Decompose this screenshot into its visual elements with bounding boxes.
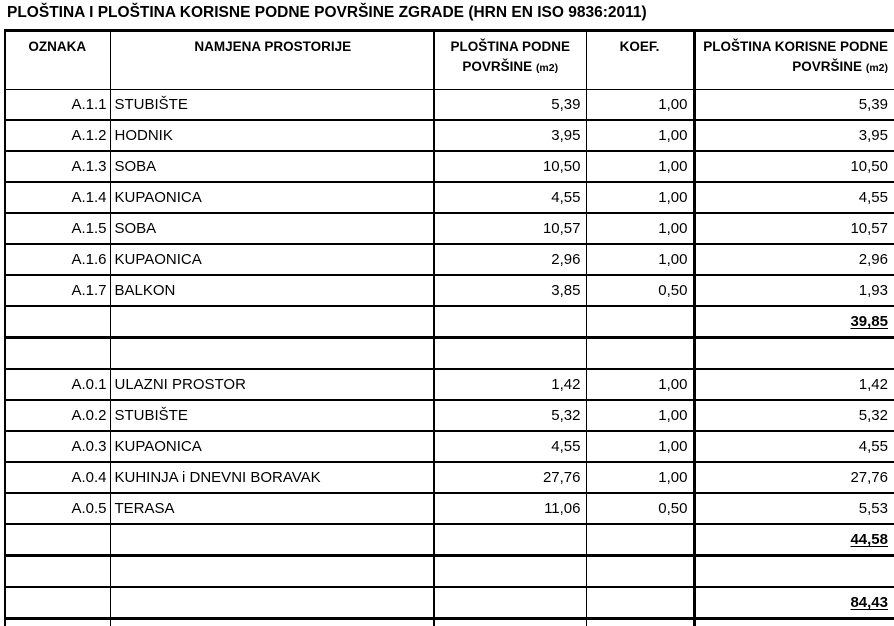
cell-koef-value: 1,00 bbox=[658, 127, 688, 144]
cell-oznaka bbox=[5, 275, 110, 306]
cell-oznaka-value: A.1.7 bbox=[71, 282, 107, 299]
cell-plostina-podne-value: 10,57 bbox=[542, 220, 581, 237]
cell-koef bbox=[586, 556, 694, 588]
cell-plostina-podne bbox=[434, 369, 586, 400]
cell-namjena bbox=[110, 619, 434, 626]
cell-plostina-podne bbox=[434, 556, 586, 588]
cell-plostina-podne bbox=[434, 182, 586, 213]
col-header-koef bbox=[586, 31, 694, 90]
table-row bbox=[5, 462, 894, 493]
cell-oznaka bbox=[5, 369, 110, 400]
areas-table-wrapper bbox=[4, 29, 894, 626]
cell-koef bbox=[586, 182, 694, 213]
cell-plostina-korisne-value: 27,76 bbox=[850, 469, 888, 486]
table-row bbox=[5, 369, 894, 400]
cell-plostina-podne bbox=[434, 493, 586, 524]
cell-oznaka bbox=[5, 556, 110, 588]
cell-koef-value: 1,00 bbox=[658, 220, 688, 237]
cell-namjena bbox=[110, 400, 434, 431]
cell-namjena-value: SOBA bbox=[114, 220, 157, 237]
cell-namjena bbox=[110, 587, 434, 619]
cell-plostina-podne bbox=[434, 619, 586, 626]
cell-namjena-value: KUPAONICA bbox=[114, 438, 202, 455]
cell-oznaka-value: A.0.1 bbox=[71, 376, 107, 393]
cell-koef-value: 0,50 bbox=[658, 282, 688, 299]
cell-oznaka bbox=[5, 244, 110, 275]
table-row bbox=[5, 493, 894, 524]
cell-plostina-podne bbox=[434, 213, 586, 244]
cell-oznaka bbox=[5, 306, 110, 338]
cell-plostina-korisne bbox=[694, 213, 894, 244]
cell-oznaka-value: A.1.2 bbox=[71, 127, 107, 144]
cell-plostina-podne bbox=[434, 338, 586, 370]
cell-oznaka-value: A.0.3 bbox=[71, 438, 107, 455]
cell-namjena bbox=[110, 369, 434, 400]
cell-koef-value: 1,00 bbox=[658, 189, 688, 206]
subtotal-value: 39,85 bbox=[850, 313, 888, 330]
table-row bbox=[5, 151, 894, 182]
cell-namjena-value: BALKON bbox=[114, 282, 176, 299]
table-row bbox=[5, 244, 894, 275]
subtotal-row bbox=[5, 524, 894, 556]
cell-koef bbox=[586, 431, 694, 462]
cell-namjena-value: STUBIŠTE bbox=[114, 407, 188, 424]
cell-plostina-korisne bbox=[694, 151, 894, 182]
cell-oznaka bbox=[5, 493, 110, 524]
cell-namjena bbox=[110, 493, 434, 524]
cell-plostina-podne bbox=[434, 120, 586, 151]
cell-plostina-korisne-value: 1,42 bbox=[858, 376, 888, 393]
cell-namjena-value: KUHINJA i DNEVNI BORAVAK bbox=[114, 469, 321, 486]
cell-oznaka bbox=[5, 213, 110, 244]
cell-plostina-korisne-value: 1,93 bbox=[858, 282, 888, 299]
cell-plostina-podne bbox=[434, 462, 586, 493]
cell-plostina-korisne bbox=[694, 587, 894, 619]
cell-plostina-korisne bbox=[694, 244, 894, 275]
cell-plostina-podne-value: 4,55 bbox=[551, 189, 581, 206]
table-row bbox=[5, 90, 894, 121]
cell-koef bbox=[586, 524, 694, 556]
cell-plostina-podne-value: 3,95 bbox=[551, 127, 581, 144]
cell-plostina-podne bbox=[434, 244, 586, 275]
cell-oznaka-value: A.0.2 bbox=[71, 407, 107, 424]
table-body bbox=[5, 90, 894, 626]
cell-namjena bbox=[110, 213, 434, 244]
cell-namjena-value: TERASA bbox=[114, 500, 175, 517]
table-row bbox=[5, 400, 894, 431]
col-header-plostina-korisne-line2: POVRŠINE bbox=[792, 58, 863, 74]
col-header-plostina-podne-line1: PLOŠTINA PODNE bbox=[450, 39, 570, 54]
cell-plostina-korisne bbox=[694, 493, 894, 524]
cell-namjena bbox=[110, 151, 434, 182]
cell-koef-value: 1,00 bbox=[658, 469, 688, 486]
cell-koef-value: 1,00 bbox=[658, 407, 688, 424]
cell-namjena bbox=[110, 306, 434, 338]
cell-plostina-podne-value: 5,39 bbox=[551, 96, 581, 113]
cell-oznaka-value: A.1.3 bbox=[71, 158, 107, 175]
cell-plostina-podne-value: 3,85 bbox=[551, 282, 581, 299]
cell-koef bbox=[586, 369, 694, 400]
col-header-plostina-korisne bbox=[694, 31, 894, 90]
table-row bbox=[5, 213, 894, 244]
cell-plostina-korisne bbox=[694, 90, 894, 121]
cell-koef bbox=[586, 338, 694, 370]
cell-plostina-podne-value: 1,42 bbox=[551, 376, 581, 393]
cell-koef bbox=[586, 587, 694, 619]
cell-koef-value: 1,00 bbox=[658, 376, 688, 393]
cell-plostina-korisne bbox=[694, 462, 894, 493]
cell-plostina-podne bbox=[434, 587, 586, 619]
col-header-plostina-korisne-line1: PLOŠTINA KORISNE PODNE bbox=[703, 39, 888, 54]
col-header-namjena bbox=[110, 31, 434, 90]
cell-oznaka bbox=[5, 400, 110, 431]
cell-plostina-korisne bbox=[694, 619, 894, 626]
cell-namjena bbox=[110, 431, 434, 462]
cell-plostina-korisne bbox=[694, 120, 894, 151]
cell-namjena bbox=[110, 120, 434, 151]
cell-plostina-korisne bbox=[694, 338, 894, 370]
col-header-plostina-korisne-unit: (m2) bbox=[865, 61, 888, 74]
cell-plostina-podne-value: 2,96 bbox=[551, 251, 581, 268]
page-title: PLOŠTINA I PLOŠTINA KORISNE PODNE POVRŠINE ZGRADE (HRN EN ISO 9836:2011) bbox=[7, 4, 647, 21]
cell-namjena bbox=[110, 90, 434, 121]
areas-table bbox=[4, 29, 894, 626]
cell-plostina-korisne-value: 5,53 bbox=[858, 500, 888, 517]
cell-koef bbox=[586, 462, 694, 493]
cell-namjena bbox=[110, 182, 434, 213]
cell-oznaka bbox=[5, 90, 110, 121]
cell-koef bbox=[586, 306, 694, 338]
cell-koef-value: 0,50 bbox=[658, 500, 688, 517]
cell-plostina-korisne bbox=[694, 306, 894, 338]
cell-plostina-korisne bbox=[694, 431, 894, 462]
cell-plostina-korisne-value: 5,32 bbox=[858, 407, 888, 424]
cell-oznaka bbox=[5, 431, 110, 462]
cell-oznaka bbox=[5, 524, 110, 556]
cell-plostina-korisne-value: 3,95 bbox=[858, 127, 888, 144]
cell-plostina-korisne-value: 4,55 bbox=[858, 189, 888, 206]
table-row bbox=[5, 431, 894, 462]
table-row bbox=[5, 275, 894, 306]
cell-oznaka bbox=[5, 587, 110, 619]
partial-row bbox=[5, 619, 894, 626]
cell-koef bbox=[586, 151, 694, 182]
cell-plostina-podne bbox=[434, 275, 586, 306]
cell-koef bbox=[586, 90, 694, 121]
cell-namjena-value: ULAZNI PROSTOR bbox=[114, 376, 246, 393]
cell-namjena bbox=[110, 244, 434, 275]
header-row bbox=[5, 31, 894, 90]
empty-row bbox=[5, 338, 894, 370]
col-header-namjena-label: NAMJENA PROSTORIJE bbox=[194, 39, 352, 54]
cell-namjena-value: KUPAONICA bbox=[114, 189, 202, 206]
col-header-oznaka bbox=[5, 31, 110, 90]
col-header-plostina-podne bbox=[434, 31, 586, 90]
cell-oznaka bbox=[5, 338, 110, 370]
table-row bbox=[5, 182, 894, 213]
cell-oznaka bbox=[5, 462, 110, 493]
cell-namjena bbox=[110, 338, 434, 370]
cell-oznaka-value: A.1.6 bbox=[71, 251, 107, 268]
cell-plostina-korisne-value: 5,39 bbox=[858, 96, 888, 113]
cell-plostina-podne bbox=[434, 400, 586, 431]
cell-oznaka-value: A.1.5 bbox=[71, 220, 107, 237]
col-header-plostina-podne-line2: POVRŠINE bbox=[462, 58, 533, 74]
cell-oznaka bbox=[5, 120, 110, 151]
cell-namjena-value: SOBA bbox=[114, 158, 157, 175]
cell-plostina-korisne-value: 10,50 bbox=[850, 158, 888, 175]
table-row bbox=[5, 120, 894, 151]
cell-koef bbox=[586, 213, 694, 244]
cell-plostina-podne-value: 27,76 bbox=[542, 469, 581, 486]
cell-plostina-korisne bbox=[694, 524, 894, 556]
col-header-koef-label: KOEF. bbox=[619, 39, 660, 54]
cell-koef bbox=[586, 400, 694, 431]
cell-koef bbox=[586, 275, 694, 306]
cell-plostina-podne bbox=[434, 151, 586, 182]
cell-plostina-podne bbox=[434, 431, 586, 462]
subtotal-row bbox=[5, 587, 894, 619]
cell-plostina-korisne bbox=[694, 369, 894, 400]
cell-oznaka bbox=[5, 182, 110, 213]
cell-koef bbox=[586, 120, 694, 151]
cell-plostina-korisne bbox=[694, 182, 894, 213]
cell-plostina-podne-value: 11,06 bbox=[544, 500, 581, 517]
cell-oznaka bbox=[5, 619, 110, 626]
cell-koef-value: 1,00 bbox=[658, 438, 688, 455]
cell-plostina-korisne-value: 4,55 bbox=[858, 438, 888, 455]
cell-plostina-podne bbox=[434, 306, 586, 338]
subtotal-row bbox=[5, 306, 894, 338]
cell-oznaka-value: A.0.4 bbox=[71, 469, 107, 486]
subtotal-value: 84,43 bbox=[850, 594, 888, 611]
cell-plostina-podne-value: 10,50 bbox=[542, 158, 581, 175]
cell-koef bbox=[586, 493, 694, 524]
col-header-oznaka-label: OZNAKA bbox=[28, 39, 87, 54]
cell-namjena-value: STUBIŠTE bbox=[114, 96, 188, 113]
cell-namjena-value: HODNIK bbox=[114, 127, 173, 144]
cell-plostina-podne bbox=[434, 524, 586, 556]
cell-koef bbox=[586, 244, 694, 275]
cell-namjena bbox=[110, 524, 434, 556]
cell-oznaka bbox=[5, 151, 110, 182]
cell-koef-value: 1,00 bbox=[658, 158, 688, 175]
cell-oznaka-value: A.1.4 bbox=[71, 189, 107, 206]
cell-koef-value: 1,00 bbox=[658, 96, 688, 113]
cell-plostina-korisne-value: 2,96 bbox=[858, 251, 888, 268]
cell-plostina-korisne bbox=[694, 275, 894, 306]
cell-plostina-korisne bbox=[694, 400, 894, 431]
cell-plostina-podne bbox=[434, 90, 586, 121]
cell-namjena bbox=[110, 556, 434, 588]
cell-plostina-korisne-value: 10,57 bbox=[850, 220, 888, 237]
cell-koef bbox=[586, 619, 694, 626]
cell-oznaka-value: A.1.1 bbox=[71, 96, 107, 113]
cell-namjena bbox=[110, 275, 434, 306]
col-header-plostina-podne-unit: (m2) bbox=[535, 61, 559, 74]
cell-plostina-korisne bbox=[694, 556, 894, 588]
cell-plostina-podne-value: 4,55 bbox=[551, 438, 581, 455]
cell-namjena-value: KUPAONICA bbox=[114, 251, 202, 268]
subtotal-value: 44,58 bbox=[850, 531, 888, 548]
cell-namjena bbox=[110, 462, 434, 493]
cell-koef-value: 1,00 bbox=[658, 251, 688, 268]
cell-oznaka-value: A.0.5 bbox=[71, 500, 107, 517]
empty-row bbox=[5, 556, 894, 588]
cell-plostina-podne-value: 5,32 bbox=[551, 407, 581, 424]
